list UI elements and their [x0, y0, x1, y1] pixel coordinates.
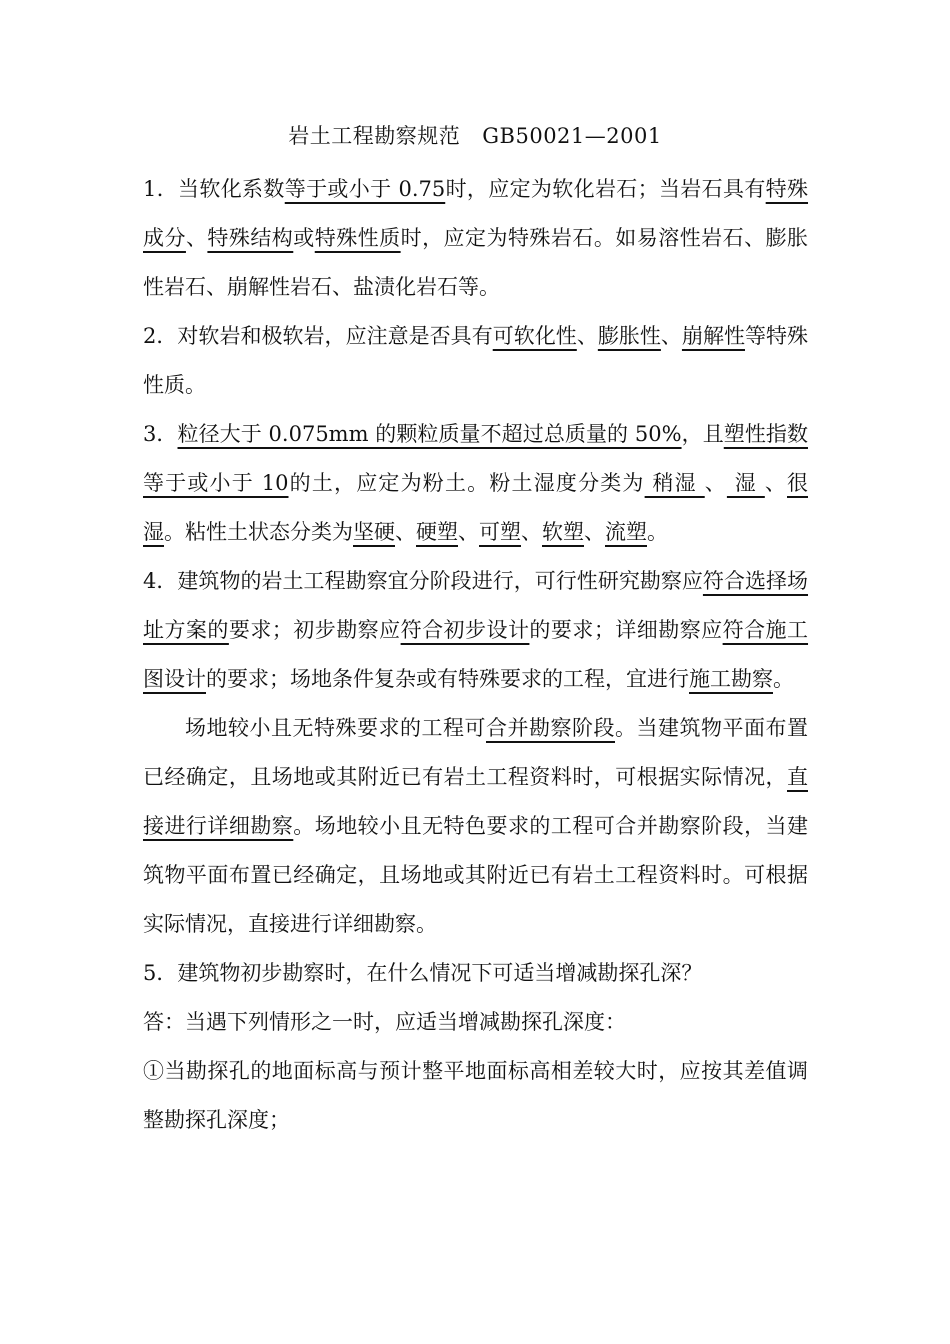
- underlined-answer: 可软化性: [492, 324, 577, 348]
- title-name: 岩土工程勘察规范: [288, 124, 461, 148]
- document-body: [143, 165, 808, 1145]
- underlined-answer: 施工勘察: [689, 667, 773, 691]
- text-segment: 2．对软岩和极软岩，应注意是否具有: [143, 324, 493, 348]
- text-segment: 等特殊性质。: [143, 324, 809, 397]
- underlined-answer: 粒径大于 0.075mm 的颗粒质量不超过总质量的 50%: [177, 422, 682, 446]
- underlined-answer: 符合初步设计: [400, 618, 530, 642]
- text-segment: 的土，应定为粉土。粉土湿度分类为: [288, 471, 645, 495]
- text-segment: 5．建筑物初步勘察时，在什么情况下可适当增减勘探孔深？: [143, 961, 703, 985]
- text-segment: 。: [647, 520, 668, 544]
- text-segment: 、: [704, 471, 727, 495]
- underlined-answer: 符合选择场址方案的: [143, 569, 809, 642]
- text-segment: 、: [395, 520, 416, 544]
- text-segment: 的要求；场地条件复杂或有特殊要求的工程，宜进行: [206, 667, 689, 691]
- text-segment: 要求；初步勘察应: [228, 618, 401, 642]
- text-segment: 或: [293, 226, 315, 250]
- paragraph-p6: [143, 949, 808, 998]
- text-segment: ①当勘探孔的地面标高与预计整平地面标高相差较大时，应按其差值调整勘探孔深度；: [143, 1059, 808, 1132]
- text-segment: 、: [764, 471, 787, 495]
- text-segment: 、: [458, 520, 479, 544]
- underlined-answer: 符合施工图设计: [143, 618, 809, 691]
- document-title: [0, 122, 950, 150]
- underlined-answer: 塑性指数等于或小于 10: [143, 422, 808, 495]
- underlined-answer: 湿: [726, 471, 765, 495]
- text-segment: 4．建筑物的岩土工程勘察宜分阶段进行，可行性研究勘察应: [143, 569, 703, 593]
- text-segment: 3．: [143, 422, 178, 446]
- text-segment: 、: [660, 324, 682, 348]
- text-segment: 、: [576, 324, 598, 348]
- text-segment: ，且: [681, 422, 724, 446]
- text-segment: 场地较小且无特殊要求的工程可: [185, 716, 486, 740]
- underlined-answer: 特殊性质: [314, 226, 401, 250]
- text-segment: 答：当遇下列情形之一时，应适当增减勘探孔深度：: [143, 1010, 626, 1034]
- paragraph-p2: [143, 312, 808, 410]
- paragraph-p1: [143, 165, 808, 312]
- text-segment: 。当建筑物平面布置已经确定，且场地或其附近已有岩土工程资料时，可根据实际情况，: [143, 716, 808, 789]
- paragraph-p4: [143, 557, 808, 704]
- underlined-answer: 膨胀性: [597, 324, 661, 348]
- text-segment: 。: [773, 667, 794, 691]
- text-segment: 时，应定为特殊岩石。如易溶性岩石、膨胀性岩石、崩解性岩石、盐渍化岩石等。: [143, 226, 809, 299]
- underlined-answer: 硬塑: [416, 520, 458, 544]
- text-segment: 1．当软化系数: [143, 177, 285, 201]
- underlined-answer: 可塑: [479, 520, 521, 544]
- text-segment: 、: [584, 520, 605, 544]
- text-segment: 的要求；详细勘察应: [529, 618, 723, 642]
- text-segment: 。场地较小且无特色要求的工程可合并勘察阶段，当建筑物平面布置已经确定，且场地或其附近已有岩土工程资料时。可根据实际情况，直接进行详细勘察。: [143, 814, 809, 936]
- paragraph-p7: [143, 998, 808, 1047]
- underlined-answer: 崩解性: [681, 324, 745, 348]
- underlined-answer: 坚硬: [353, 520, 395, 544]
- underlined-answer: 流塑: [605, 520, 647, 544]
- paragraph-p8: [143, 1047, 808, 1145]
- paragraph-p3: [143, 410, 808, 557]
- underlined-answer: 合并勘察阶段: [486, 716, 615, 740]
- underlined-answer: 特殊结构: [207, 226, 294, 250]
- text-segment: 、: [521, 520, 542, 544]
- title-code: GB50021—2001: [482, 124, 662, 148]
- text-segment: 。粘性土状态分类为: [164, 520, 353, 544]
- underlined-answer: 特殊成分: [143, 177, 809, 250]
- underlined-answer: 很湿: [143, 471, 808, 544]
- text-segment: 时，应定为软化岩石；当岩石具有: [445, 177, 766, 201]
- paragraph-p5: [143, 704, 808, 949]
- underlined-answer: 等于或小于 0.75: [284, 177, 446, 201]
- underlined-answer: 直接进行详细勘察: [143, 765, 808, 838]
- text-segment: 、: [185, 226, 208, 250]
- underlined-answer: 稍湿: [644, 471, 705, 495]
- underlined-answer: 软塑: [542, 520, 584, 544]
